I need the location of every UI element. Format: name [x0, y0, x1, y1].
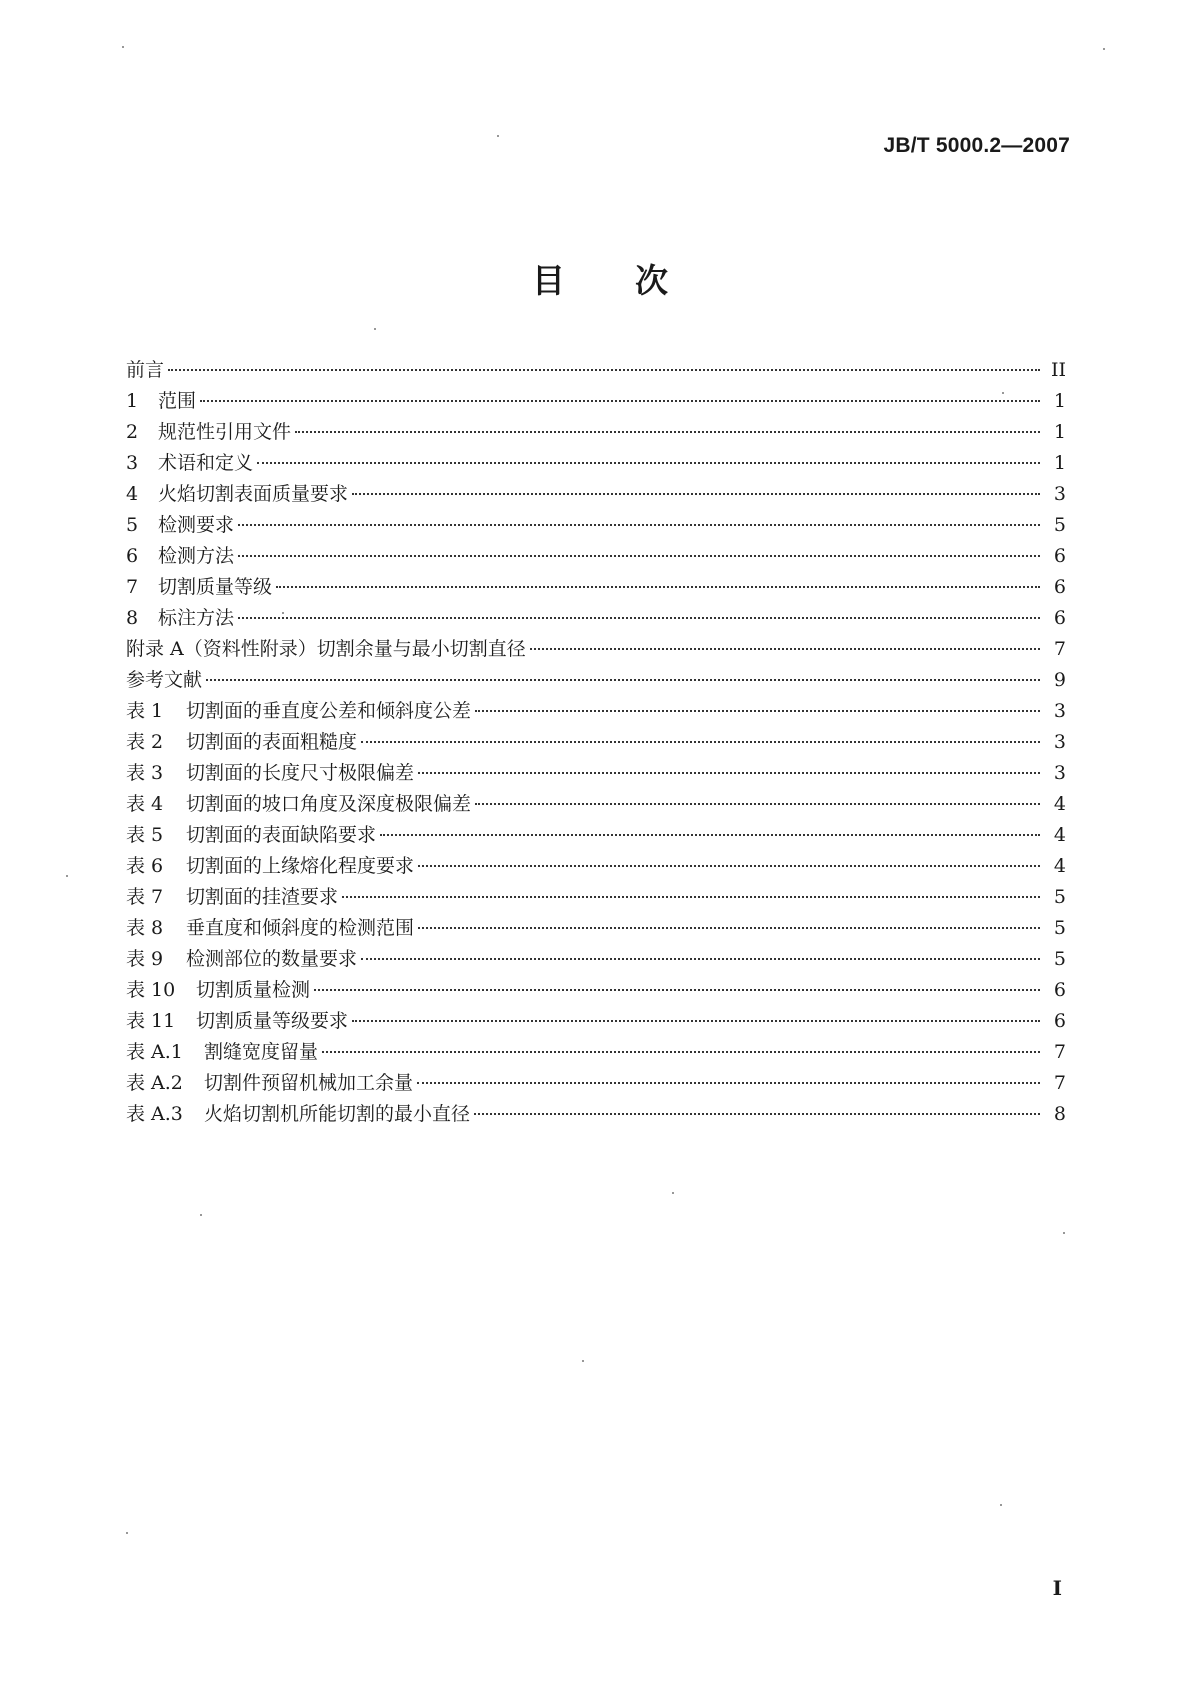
toc-entry-table-6[interactable]	[126, 851, 1066, 882]
toc-entry-label: 切割面的长度尺寸极限偏差	[186, 762, 415, 784]
toc-entry-page: 7	[1053, 1072, 1066, 1094]
toc-title	[0, 255, 1200, 302]
toc-entry-page: 9	[1053, 669, 1066, 691]
toc-leader-dots	[418, 865, 1040, 867]
scan-speck	[282, 612, 284, 614]
toc-entry-section-4[interactable]	[126, 479, 1066, 510]
toc-entry-page: 3	[1053, 731, 1066, 753]
toc-entry-label: 前言	[126, 359, 165, 381]
table-of-contents	[126, 355, 1066, 1130]
toc-leader-dots	[475, 710, 1040, 712]
toc-entry-label: 切割件预留机械加工余量	[204, 1072, 414, 1094]
toc-leader-dots	[361, 741, 1040, 743]
toc-entry-page: 6	[1053, 576, 1066, 598]
toc-entry-table-a1[interactable]	[126, 1037, 1066, 1068]
toc-entry-table-3[interactable]	[126, 758, 1066, 789]
toc-entry-table-11[interactable]	[126, 1006, 1066, 1037]
toc-entry-number: 表 11	[126, 1010, 176, 1032]
page-number: I	[1052, 1576, 1062, 1600]
toc-entry-number: 2	[126, 421, 139, 443]
toc-entry-label: 检测方法	[158, 545, 235, 567]
toc-entry-label: 切割面的挂渣要求	[186, 886, 339, 908]
toc-entry-section-7[interactable]	[126, 572, 1066, 603]
toc-entry-number: 1	[126, 390, 139, 412]
toc-entry-page: 3	[1053, 483, 1066, 505]
toc-entry-page: 4	[1053, 855, 1066, 877]
toc-entry-page: 6	[1053, 979, 1066, 1001]
toc-entry-label: 切割面的垂直度公差和倾斜度公差	[186, 700, 472, 722]
toc-entry-label: 火焰切割机所能切割的最小直径	[204, 1103, 471, 1125]
toc-entry-label: 参考文献	[126, 669, 203, 691]
scan-speck	[200, 1214, 202, 1216]
toc-entry-bibliography[interactable]	[126, 665, 1066, 696]
toc-entry-section-1[interactable]	[126, 386, 1066, 417]
toc-entry-table-9[interactable]	[126, 944, 1066, 975]
toc-entry-table-8[interactable]	[126, 913, 1066, 944]
toc-entry-label: 切割面的上缘熔化程度要求	[186, 855, 415, 877]
toc-entry-table-4[interactable]	[126, 789, 1066, 820]
toc-entry-page: 3	[1053, 700, 1066, 722]
scan-speck	[1103, 48, 1105, 50]
scan-speck	[126, 1532, 128, 1534]
toc-entry-number: 5	[126, 514, 139, 536]
toc-entry-label: 切割面的表面粗糙度	[186, 731, 358, 753]
toc-entry-page: 5	[1053, 948, 1066, 970]
toc-leader-dots	[295, 431, 1040, 433]
toc-entry-label: 切割面的表面缺陷要求	[186, 824, 377, 846]
toc-entry-number: 表 1	[126, 700, 164, 722]
toc-entry-page: 1	[1053, 390, 1066, 412]
toc-leader-dots	[206, 679, 1040, 681]
toc-entry-label: 切割质量检测	[196, 979, 311, 1001]
toc-entry-table-a2[interactable]	[126, 1068, 1066, 1099]
toc-leader-dots	[361, 958, 1040, 960]
toc-leader-dots	[342, 896, 1040, 898]
toc-leader-dots	[475, 803, 1040, 805]
toc-leader-dots	[530, 648, 1040, 650]
toc-entry-label: 切割质量等级要求	[196, 1010, 349, 1032]
toc-leader-dots	[314, 989, 1040, 991]
scan-speck	[1063, 1232, 1065, 1234]
toc-entry-number: 表 3	[126, 762, 164, 784]
toc-entry-table-1[interactable]	[126, 696, 1066, 727]
toc-entry-section-6[interactable]	[126, 541, 1066, 572]
toc-entry-number: 表 A.2	[126, 1072, 183, 1094]
toc-leader-dots	[418, 772, 1040, 774]
toc-entry-table-a3[interactable]	[126, 1099, 1066, 1130]
document-code: JB/T 5000.2—2007	[883, 134, 1070, 157]
toc-leader-dots	[238, 524, 1040, 526]
toc-leader-dots	[352, 1020, 1040, 1022]
toc-entry-number: 7	[126, 576, 139, 598]
toc-title-char-2: 次	[635, 261, 668, 300]
toc-entry-page: 1	[1053, 421, 1066, 443]
toc-entry-number: 8	[126, 607, 139, 629]
toc-entry-table-5[interactable]	[126, 820, 1066, 851]
toc-leader-dots	[257, 462, 1040, 464]
scan-speck	[582, 1360, 584, 1362]
toc-entry-number: 表 10	[126, 979, 176, 1001]
toc-entry-label: 附录 A（资料性附录）切割余量与最小切割直径	[126, 638, 526, 660]
toc-entry-label: 术语和定义	[158, 452, 254, 474]
toc-entry-table-10[interactable]	[126, 975, 1066, 1006]
toc-entry-number: 表 8	[126, 917, 164, 939]
toc-entry-number: 表 4	[126, 793, 164, 815]
scan-speck	[122, 46, 124, 48]
toc-leader-dots	[352, 493, 1040, 495]
scan-speck	[374, 328, 376, 330]
toc-leader-dots	[474, 1113, 1040, 1115]
toc-entry-label: 火焰切割表面质量要求	[158, 483, 349, 505]
toc-entry-number: 表 2	[126, 731, 164, 753]
scan-speck	[672, 1192, 674, 1194]
toc-leader-dots	[238, 617, 1040, 619]
toc-entry-page: 8	[1053, 1103, 1066, 1125]
toc-entry-page: 6	[1053, 607, 1066, 629]
toc-entry-table-7[interactable]	[126, 882, 1066, 913]
toc-entry-page: 3	[1053, 762, 1066, 784]
toc-entry-number: 表 9	[126, 948, 164, 970]
toc-entry-page: 7	[1053, 1041, 1066, 1063]
toc-entry-label: 垂直度和倾斜度的检测范围	[186, 917, 415, 939]
toc-entry-number: 表 6	[126, 855, 164, 877]
toc-entry-table-2[interactable]	[126, 727, 1066, 758]
toc-entry-number: 表 A.3	[126, 1103, 183, 1125]
toc-title-char-1: 目	[532, 261, 565, 300]
toc-leader-dots	[200, 400, 1040, 402]
toc-leader-dots	[238, 555, 1040, 557]
toc-entry-number: 3	[126, 452, 139, 474]
toc-entry-foreword[interactable]	[126, 355, 1066, 386]
toc-entry-label: 规范性引用文件	[158, 421, 292, 443]
toc-entry-page: II	[1050, 359, 1066, 381]
toc-leader-dots	[168, 369, 1040, 371]
toc-entry-number: 4	[126, 483, 139, 505]
scan-speck	[1000, 1504, 1002, 1506]
toc-entry-section-8[interactable]	[126, 603, 1066, 634]
toc-leader-dots	[322, 1051, 1040, 1053]
toc-entry-page: 5	[1053, 886, 1066, 908]
toc-entry-label: 检测要求	[158, 514, 235, 536]
toc-entry-label: 切割面的坡口角度及深度极限偏差	[186, 793, 472, 815]
scan-speck	[66, 875, 68, 877]
toc-entry-page: 7	[1053, 638, 1066, 660]
toc-entry-label: 范围	[158, 390, 197, 412]
toc-entry-label: 切割质量等级	[158, 576, 273, 598]
scan-speck	[1002, 392, 1004, 394]
toc-entry-section-5[interactable]	[126, 510, 1066, 541]
toc-entry-label: 标注方法	[158, 607, 235, 629]
toc-entry-appendix-a[interactable]	[126, 634, 1066, 665]
toc-entry-label: 割缝宽度留量	[204, 1041, 319, 1063]
toc-entry-number: 表 7	[126, 886, 164, 908]
toc-entry-number: 表 A.1	[126, 1041, 183, 1063]
toc-entry-page: 1	[1053, 452, 1066, 474]
toc-leader-dots	[417, 1082, 1040, 1084]
toc-leader-dots	[418, 927, 1040, 929]
scan-speck	[497, 135, 499, 137]
toc-leader-dots	[380, 834, 1040, 836]
toc-entry-number: 6	[126, 545, 139, 567]
toc-entry-number: 表 5	[126, 824, 164, 846]
toc-entry-section-3[interactable]	[126, 448, 1066, 479]
toc-entry-page: 6	[1053, 1010, 1066, 1032]
toc-entry-page: 5	[1053, 514, 1066, 536]
toc-entry-page: 6	[1053, 545, 1066, 567]
toc-leader-dots	[276, 586, 1040, 588]
toc-entry-label: 检测部位的数量要求	[186, 948, 358, 970]
toc-entry-page: 5	[1053, 917, 1066, 939]
toc-entry-page: 4	[1053, 824, 1066, 846]
toc-entry-page: 4	[1053, 793, 1066, 815]
toc-entry-section-2[interactable]	[126, 417, 1066, 448]
